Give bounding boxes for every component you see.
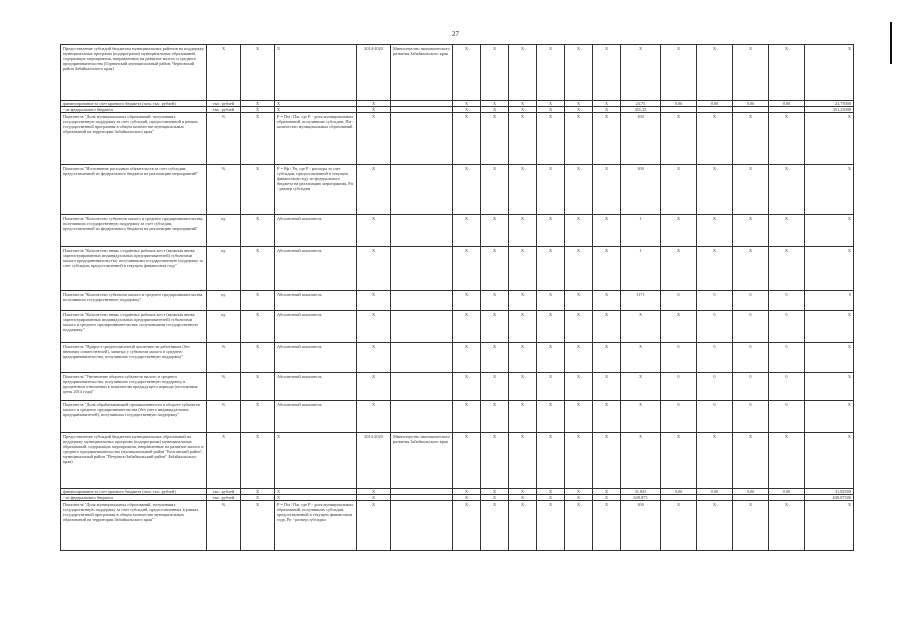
cell-col-11: X — [565, 291, 593, 311]
cell-weight: X — [241, 45, 275, 101]
cell-unit: ед. — [207, 291, 241, 311]
cell-year-2018: 0,00 — [769, 489, 805, 495]
cell-col-10: X — [537, 113, 565, 165]
cell-unit: % — [207, 165, 241, 215]
cell-unit: ед. — [207, 247, 241, 291]
cell-col-11: X — [565, 343, 593, 373]
cell-year-2014: X — [621, 373, 661, 401]
cell-col-7: X — [453, 291, 481, 311]
cell-period: X — [357, 401, 391, 433]
cell-formula: Абсолютный показатель — [275, 311, 357, 343]
cell-col-11: X — [565, 215, 593, 247]
cell-col-8: X — [481, 165, 509, 215]
cell-total: X — [805, 373, 854, 401]
cell-col-7: X — [453, 45, 481, 101]
cell-year-2016: 0,00 — [697, 101, 733, 107]
cell-col-10: X — [537, 373, 565, 401]
cell-col-7: X — [453, 433, 481, 489]
cell-year-2017: X — [733, 433, 769, 489]
cell-col-11: X — [565, 247, 593, 291]
cell-total: X — [805, 113, 854, 165]
cell-col-12: X — [593, 101, 621, 107]
cell-col-12: X — [593, 247, 621, 291]
cell-unit: тыс. рублей — [207, 101, 241, 107]
cell-year-2018: X — [769, 113, 805, 165]
cell-total: 31,82500 — [805, 489, 854, 495]
cell-period: X — [357, 113, 391, 165]
cell-year-2017: 0 — [733, 401, 769, 433]
cell-year-2017: X — [733, 165, 769, 215]
cell-unit: % — [207, 373, 241, 401]
cell-year-2014: 100 — [621, 113, 661, 165]
cell-year-2016: 0 — [697, 401, 733, 433]
cell-indicator-name: Показатель "Количество субъектов малого и среднего предпринимательства, получивших государственную поддержку" — [61, 291, 207, 311]
cell-weight: X — [241, 343, 275, 373]
cell-indicator-name: - из федерального бюджета — [61, 495, 207, 501]
cell-year-2018: X — [769, 45, 805, 101]
cell-col-7: X — [453, 107, 481, 113]
cell-formula: Абсолютный показатель — [275, 373, 357, 401]
cell-col-8: X — [481, 501, 509, 551]
cell-year-2015: X — [661, 501, 697, 551]
cell-indicator-name: Показатель "Количество вновь созданных рабочих мест (включая вновь зарегистрированных индивидуальных предпринимателей) субъектами малого и среднего предпринимательства, получившими государственную поддержку" — [61, 311, 207, 343]
cell-col-7: X — [453, 215, 481, 247]
cell-unit: X — [207, 433, 241, 489]
cell-executor — [391, 401, 453, 433]
cell-period: X — [357, 107, 391, 113]
cell-year-2016: X — [697, 45, 733, 101]
cell-executor: Министерство экономического развития Забайкальского края — [391, 45, 453, 101]
cell-year-2014: X — [621, 401, 661, 433]
cell-formula: X — [275, 101, 357, 107]
cell-col-9: X — [509, 113, 537, 165]
cell-col-11: X — [565, 165, 593, 215]
cell-year-2014: 31,825 — [621, 489, 661, 495]
cell-col-10: X — [537, 311, 565, 343]
cell-col-11: X — [565, 495, 593, 501]
cell-col-9: X — [509, 401, 537, 433]
cell-period: 2014-2020 — [357, 45, 391, 101]
table-row — [61, 433, 854, 489]
cell-col-8: X — [481, 373, 509, 401]
cell-col-8: X — [481, 247, 509, 291]
cell-col-12: X — [593, 489, 621, 495]
cell-col-9: X — [509, 215, 537, 247]
table-row — [61, 215, 854, 247]
cell-col-12: X — [593, 107, 621, 113]
cell-col-10: X — [537, 401, 565, 433]
table-row — [61, 247, 854, 291]
cell-year-2015: 0 — [661, 373, 697, 401]
cell-year-2016: 0 — [697, 311, 733, 343]
cell-year-2015: 0,00 — [661, 101, 697, 107]
cell-col-8: X — [481, 311, 509, 343]
cell-total: X — [805, 311, 854, 343]
cell-year-2018: 0 — [769, 343, 805, 373]
cell-col-9: X — [509, 489, 537, 495]
cell-year-2016: 0 — [697, 343, 733, 373]
cell-col-11: X — [565, 101, 593, 107]
cell-unit: тыс. рублей — [207, 495, 241, 501]
cell-year-2018: X — [769, 501, 805, 551]
cell-year-2016: 0 — [697, 291, 733, 311]
cell-total: X — [805, 401, 854, 433]
cell-formula: Р = Рф / Рп, где Р - расходы за счет субсидии, предоставленной в текущем финансовом году из федерального бюджета на реализацию мероприятия, Рп - размер субсидии — [275, 165, 357, 215]
cell-indicator-name: Предоставление субсидий бюджетам муниципальных образований на поддержку муниципальных программ (подпрограмм) муниципальных образований, содержащих мероприятия, направленные на развитие малого и среднего предпринимательства (муниципальный район "Калганский район", муниципальный район "Петровск-Забайкальский район" Забайкальского края) — [61, 433, 207, 489]
cell-formula: Абсолютный показатель — [275, 343, 357, 373]
cell-weight: X — [241, 495, 275, 501]
page-number: 27 — [452, 30, 459, 38]
cell-weight: X — [241, 401, 275, 433]
cell-col-8: X — [481, 495, 509, 501]
cell-col-9: X — [509, 501, 537, 551]
cell-col-12: X — [593, 433, 621, 489]
cell-period: X — [357, 373, 391, 401]
cell-year-2017: 0,00 — [733, 489, 769, 495]
cell-col-9: X — [509, 433, 537, 489]
cell-formula: Абсолютный показатель — [275, 247, 357, 291]
cell-period: 2014-2020 — [357, 433, 391, 489]
cell-weight: X — [241, 247, 275, 291]
cell-col-8: X — [481, 401, 509, 433]
cell-year-2014: 23,75 — [621, 101, 661, 107]
cell-col-8: X — [481, 215, 509, 247]
cell-col-11: X — [565, 433, 593, 489]
cell-year-2017: X — [733, 215, 769, 247]
cell-indicator-name: Показатель "Количество вновь созданных рабочих мест (включая вновь зарегистрированных индивидуальных предпринимателей) субъектами малого предпринимательства, получившими государственную поддержку за счет субсидии, предоставленной в текущем финансовом году" — [61, 247, 207, 291]
cell-year-2014: 1 — [621, 215, 661, 247]
cell-year-2016: X — [697, 165, 733, 215]
cell-total: 23,75000 — [805, 101, 854, 107]
cell-executor — [391, 311, 453, 343]
cell-col-8: X — [481, 113, 509, 165]
cell-col-7: X — [453, 343, 481, 373]
table-row — [61, 343, 854, 373]
cell-formula: Абсолютный показатель — [275, 291, 357, 311]
cell-col-9: X — [509, 247, 537, 291]
cell-year-2015: X — [661, 247, 697, 291]
cell-col-10: X — [537, 45, 565, 101]
cell-col-8: X — [481, 433, 509, 489]
table-row — [61, 373, 854, 401]
cell-year-2015: X — [661, 165, 697, 215]
cell-year-2014: 100 — [621, 165, 661, 215]
cell-year-2014: 451,25 — [621, 107, 661, 113]
cell-col-12: X — [593, 165, 621, 215]
cell-col-10: X — [537, 215, 565, 247]
cell-weight: X — [241, 215, 275, 247]
cell-formula: X — [275, 489, 357, 495]
table-row — [61, 113, 854, 165]
cell-weight: X — [241, 107, 275, 113]
cell-col-11: X — [565, 489, 593, 495]
cell-col-10: X — [537, 501, 565, 551]
cell-year-2014: 1 — [621, 247, 661, 291]
cell-year-2014: X — [621, 343, 661, 373]
cell-col-9: X — [509, 45, 537, 101]
cell-unit: % — [207, 343, 241, 373]
cell-year-2014: X — [621, 45, 661, 101]
cell-unit: % — [207, 401, 241, 433]
cell-indicator-name: Показатель "Исполнение расходных обязательств за счет субсидии, предоставленной из федерального бюджета на реализацию мероприятий" — [61, 165, 207, 215]
cell-period: X — [357, 215, 391, 247]
cell-total: X — [805, 215, 854, 247]
cell-formula: X — [275, 495, 357, 501]
cell-col-12: X — [593, 343, 621, 373]
cell-total: X — [805, 433, 854, 489]
cell-col-12: X — [593, 401, 621, 433]
cell-col-7: X — [453, 165, 481, 215]
table-row — [61, 291, 854, 311]
cell-col-7: X — [453, 101, 481, 107]
cell-total: 451,25000 — [805, 107, 854, 113]
cell-total: X — [805, 45, 854, 101]
cell-year-2015: X — [661, 433, 697, 489]
cell-formula: X — [275, 45, 357, 101]
cell-unit: тыс. рублей — [207, 107, 241, 113]
cell-executor — [391, 165, 453, 215]
cell-col-8: X — [481, 291, 509, 311]
cell-year-2018: X — [769, 215, 805, 247]
cell-unit: % — [207, 501, 241, 551]
cell-col-9: X — [509, 343, 537, 373]
cell-period: X — [357, 101, 391, 107]
cell-col-7: X — [453, 495, 481, 501]
cell-year-2014: X — [621, 433, 661, 489]
cell-col-11: X — [565, 401, 593, 433]
cell-executor — [391, 343, 453, 373]
cell-col-9: X — [509, 311, 537, 343]
cell-indicator-name: финансирование за счет краевого бюджета (пом. тыс. рублей) — [61, 101, 207, 107]
cell-year-2016: X — [697, 113, 733, 165]
cell-indicator-name: Показатель "Прирост среднесписочной численности работников (без внешних совместителей), занятых у субъектов малого и среднего предпринимательства, получивших государственную поддержку" — [61, 343, 207, 373]
cell-indicator-name: Показатель "Доля муниципальных образований, получивших государственную поддержку за счет субсидий, предоставленных в рамках государственной программы в общем количестве муниципальных образований на территории Забайкальского края" — [61, 501, 207, 551]
cell-col-9: X — [509, 107, 537, 113]
cell-period: X — [357, 489, 391, 495]
cell-executor: Министерство экономического развития Забайкальского края — [391, 433, 453, 489]
cell-year-2015: X — [661, 215, 697, 247]
cell-year-2018: 0 — [769, 311, 805, 343]
cell-year-2017: 0 — [733, 343, 769, 373]
cell-total: X — [805, 501, 854, 551]
cell-year-2014: 1171 — [621, 291, 661, 311]
cell-year-2017: 0 — [733, 291, 769, 311]
cell-executor — [391, 247, 453, 291]
cell-indicator-name: - из федерального бюджета — [61, 107, 207, 113]
cell-col-12: X — [593, 45, 621, 101]
cell-year-2017: 0,00 — [733, 101, 769, 107]
cell-executor — [391, 501, 453, 551]
cell-year-2017: 0 — [733, 311, 769, 343]
cell-year-2017: X — [733, 501, 769, 551]
cell-col-12: X — [593, 373, 621, 401]
cell-unit: тыс. рублей — [207, 489, 241, 495]
cell-weight: X — [241, 291, 275, 311]
cell-weight: X — [241, 101, 275, 107]
cell-period: X — [357, 343, 391, 373]
cell-year-2014: X — [621, 311, 661, 343]
cell-year-2016: 0 — [697, 373, 733, 401]
cell-weight: X — [241, 433, 275, 489]
cell-year-2017: 0 — [733, 373, 769, 401]
cell-executor — [391, 215, 453, 247]
cell-total: X — [805, 165, 854, 215]
cell-col-12: X — [593, 495, 621, 501]
cell-col-12: X — [593, 215, 621, 247]
cell-col-10: X — [537, 433, 565, 489]
cell-col-9: X — [509, 291, 537, 311]
cell-unit: ед. — [207, 215, 241, 247]
cell-col-11: X — [565, 501, 593, 551]
cell-year-2015: X — [661, 311, 697, 343]
cell-col-8: X — [481, 343, 509, 373]
cell-indicator-name: Показатель "Доля муниципальных образований, получивших государственную поддержку за счет субсидий, предоставленной в рамках государственной программы в общем количестве муниципальных образований на территории Забайкальского края" — [61, 113, 207, 165]
cell-year-2018: 0 — [769, 373, 805, 401]
cell-col-12: X — [593, 501, 621, 551]
cell-year-2017: X — [733, 113, 769, 165]
table-row — [61, 165, 854, 215]
cell-col-10: X — [537, 291, 565, 311]
cell-weight: X — [241, 501, 275, 551]
cell-col-7: X — [453, 311, 481, 343]
scan-edge-mark — [890, 22, 892, 64]
cell-year-2018: X — [769, 165, 805, 215]
cell-period: X — [357, 165, 391, 215]
cell-col-7: X — [453, 247, 481, 291]
cell-col-10: X — [537, 495, 565, 501]
cell-period: X — [357, 247, 391, 291]
cell-indicator-name: Показатель "Количество субъектов малого и среднего предпринимательства, получивших государственную поддержку за счет субсидии, предоставленной из федерального бюджета на реализацию мероприятий" — [61, 215, 207, 247]
cell-weight: X — [241, 373, 275, 401]
table-row — [61, 501, 854, 551]
cell-indicator-name: Показатель "Увеличение оборота субъектов малого и среднего предпринимательства, получивших государственную поддержку, в процентном отношении к показателю предыдущего периода (постоянные цены 2014 года)" — [61, 373, 207, 401]
cell-year-2015: 0 — [661, 401, 697, 433]
cell-year-2014: 639,875 — [621, 495, 661, 501]
cell-col-8: X — [481, 101, 509, 107]
cell-weight: X — [241, 489, 275, 495]
cell-formula: Абсолютный показатель — [275, 215, 357, 247]
cell-year-2018: X — [769, 433, 805, 489]
cell-year-2018: 0 — [769, 401, 805, 433]
cell-year-2014: 100 — [621, 501, 661, 551]
cell-period: X — [357, 291, 391, 311]
cell-col-8: X — [481, 489, 509, 495]
cell-executor — [391, 373, 453, 401]
cell-year-2015: 0,00 — [661, 489, 697, 495]
cell-period: X — [357, 501, 391, 551]
cell-formula: X — [275, 433, 357, 489]
cell-col-7: X — [453, 401, 481, 433]
cell-period: X — [357, 495, 391, 501]
cell-weight: X — [241, 311, 275, 343]
cell-year-2016: X — [697, 215, 733, 247]
cell-executor — [391, 113, 453, 165]
cell-col-9: X — [509, 373, 537, 401]
cell-col-7: X — [453, 373, 481, 401]
cell-executor — [391, 291, 453, 311]
cell-year-2018: X — [769, 247, 805, 291]
cell-weight: X — [241, 165, 275, 215]
program-indicators-table — [60, 44, 854, 551]
cell-col-11: X — [565, 373, 593, 401]
cell-total: 639,87500 — [805, 495, 854, 501]
cell-year-2017: X — [733, 45, 769, 101]
cell-col-12: X — [593, 113, 621, 165]
cell-unit: X — [207, 45, 241, 101]
cell-col-10: X — [537, 101, 565, 107]
cell-indicator-name: финансирование за счет краевого бюджета (пом. тыс. рублей) — [61, 489, 207, 495]
cell-weight: X — [241, 113, 275, 165]
cell-col-11: X — [565, 311, 593, 343]
cell-formula: Р = Пм / Пж, где Р - доля муниципальных образований, получивших субсидии, Пм - количество муниципальных образований — [275, 113, 357, 165]
cell-year-2018: 0,00 — [769, 101, 805, 107]
cell-col-7: X — [453, 501, 481, 551]
cell-col-9: X — [509, 101, 537, 107]
cell-col-10: X — [537, 165, 565, 215]
cell-col-7: X — [453, 489, 481, 495]
cell-col-12: X — [593, 291, 621, 311]
cell-col-12: X — [593, 311, 621, 343]
cell-year-2015: 0 — [661, 291, 697, 311]
cell-year-2018: 0 — [769, 291, 805, 311]
cell-indicator-name: Предоставление субсидий бюджетам муниципальных районов на поддержку муниципальных программ (подпрограмм) муниципальных образований, содержащих мероприятия, направленных на развитие малого и среднего предпринимательства (Горнинский муниципальный район, Черновский район Забайкальского края) — [61, 45, 207, 101]
cell-period: X — [357, 311, 391, 343]
cell-formula: Р = Пм / Пж, где Р - доля муниципальных образований, получивших субсидии, предоставленной в текущем финансовом году, Рп - размер субсидии — [275, 501, 357, 551]
cell-total: X — [805, 247, 854, 291]
cell-year-2016: X — [697, 501, 733, 551]
cell-total: X — [805, 343, 854, 373]
cell-col-11: X — [565, 107, 593, 113]
cell-col-10: X — [537, 343, 565, 373]
cell-year-2016: 0,00 — [697, 489, 733, 495]
cell-total: 0 — [805, 291, 854, 311]
cell-year-2015: 0 — [661, 343, 697, 373]
cell-col-8: X — [481, 45, 509, 101]
cell-col-10: X — [537, 247, 565, 291]
cell-year-2016: X — [697, 433, 733, 489]
table-row — [61, 401, 854, 433]
cell-formula: Абсолютный показатель — [275, 401, 357, 433]
cell-year-2016: X — [697, 247, 733, 291]
cell-unit: ед. — [207, 311, 241, 343]
table-row — [61, 311, 854, 343]
cell-col-8: X — [481, 107, 509, 113]
cell-col-10: X — [537, 107, 565, 113]
cell-formula: X — [275, 107, 357, 113]
cell-year-2017: X — [733, 247, 769, 291]
cell-col-10: X — [537, 489, 565, 495]
cell-col-11: X — [565, 113, 593, 165]
cell-col-11: X — [565, 45, 593, 101]
cell-year-2015: X — [661, 113, 697, 165]
cell-col-7: X — [453, 113, 481, 165]
cell-col-9: X — [509, 495, 537, 501]
cell-unit: % — [207, 113, 241, 165]
cell-year-2015: X — [661, 45, 697, 101]
cell-col-9: X — [509, 165, 537, 215]
cell-indicator-name: Показатель "Доля обрабатывающей промышленности в обороте субъектов малого и среднего предпринимательства (без учета индивидуальных предпринимателей), получивших государственную поддержку" — [61, 401, 207, 433]
table-row — [61, 45, 854, 101]
